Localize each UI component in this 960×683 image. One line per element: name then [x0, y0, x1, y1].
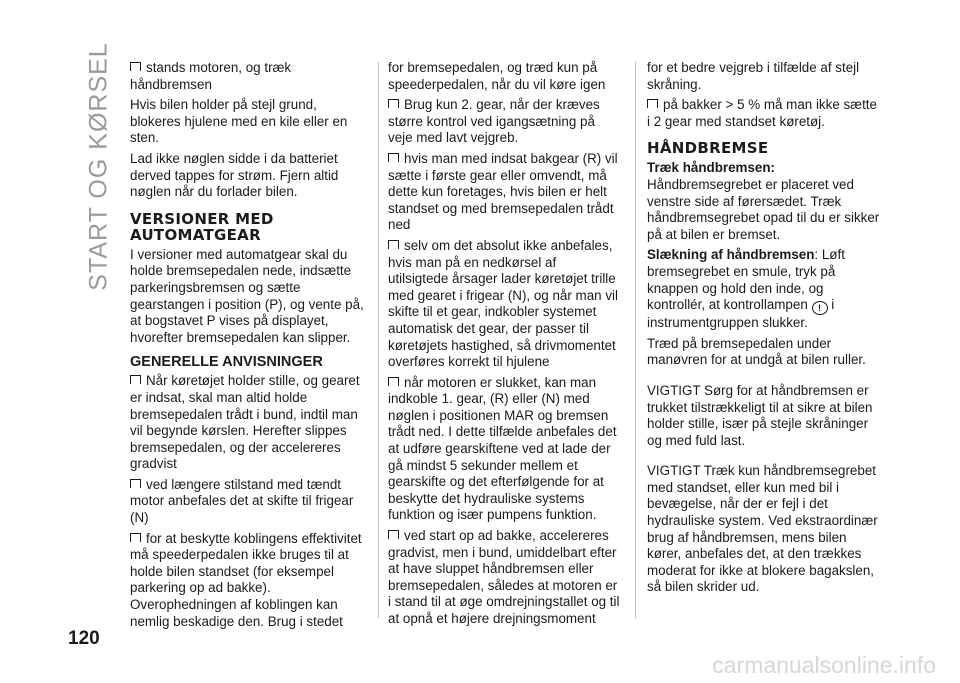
paragraph: for bremsepedalen, og træd kun på speederpedalen, når du vil køre igen: [388, 60, 606, 92]
bullet-item: [388, 528, 620, 628]
bullet-text: stands motoren, og træk håndbremsen: [130, 60, 292, 92]
release-text-b: i instrumentgruppen slukker.: [647, 297, 835, 331]
bullet-icon: [388, 240, 399, 249]
bullet-item: [388, 238, 620, 371]
column-divider: [378, 62, 379, 618]
warning-paragraph: VIGTIGT Sørg for at håndbremsen er trukket tilstrækkeligt til at sikre at bilen holder stille, især på stejle skråninger og med fuld last.: [647, 382, 873, 448]
paragraph: Hvis bilen holder på stejl grund, blokeres hjulene med en kile eller en sten.: [130, 97, 348, 146]
paragraph: Lad ikke nøglen sidde i da batteriet derved tappes for strøm. Fjern altid nøglen når du forlader bilen.: [130, 150, 339, 200]
page-number: 120: [68, 628, 100, 649]
warning-paragraph: VIGTIGT Træk kun håndbremsegrebet med standset, eller kun med bil i bevægelse, når der er fejl i det hydrauliske system. Ved ekstraordinær brug af håndbremsen, mens bilen kører, anbefales det, at den trækkes moderat for ikke at blokere bagakslen, så bilen skrider ud.: [647, 463, 878, 595]
paragraph: I versioner med automatgear skal du holde bremsepedalen nede, indsætte parkeringsbremsen og sætte gearstangen i position (P), og vente på, at bogstavet P vises på displayet, hvorefter bremsepedalen kan slipper.: [130, 246, 364, 345]
heading-general: GENERELLE ANVISNINGER: [130, 354, 323, 371]
bullet-icon: [388, 99, 399, 108]
bullet-icon: [647, 99, 658, 108]
bullet-item: [130, 477, 368, 527]
brake-warning-lamp-icon: !: [812, 301, 828, 315]
column-divider: [635, 62, 636, 618]
heading-handbrake: HÅNDBREMSE: [647, 139, 769, 158]
bullet-icon: [130, 375, 141, 384]
bullet-item: [130, 373, 368, 473]
bullet-text: Brug kun 2. gear, når der kræves større kontrol ved igangsætning på veje med lavt vejgreb.: [388, 97, 600, 146]
bullet-text: på bakker > 5 % må man ikke sætte i 2 gear med standset køretøj.: [647, 97, 877, 129]
section-title-text: START OG KØRSEL: [84, 41, 113, 291]
column-2: [388, 60, 620, 632]
bullet-text: Når køretøjet holder stille, og gearet er indsat, skal man altid holde bremsepedalen trådt i bund, indtil man vil begynde kørslen. Herefter slippes bremsepedalen, og der accelereres gradvist: [130, 373, 360, 472]
bullet-icon: [130, 62, 141, 71]
bullet-icon: [130, 479, 141, 488]
bullet-item: [388, 151, 620, 234]
release-text-a: : Løft bremsegrebet en smule, tryk på knappen og hold den inde, og kontrollér, at kontrollampen: [647, 247, 845, 313]
bullet-icon: [130, 533, 141, 542]
bullet-icon: [388, 530, 399, 539]
bullet-item: [130, 60, 368, 93]
section-title: [84, 41, 114, 291]
paragraph: Håndbremsegrebet er placeret ved venstre side af førersædet. Træk håndbremsegrebet opad til du er sikker på at bilen er bremset.: [647, 176, 880, 242]
watermark: carmanualsonline.info: [712, 652, 936, 678]
column-3: [647, 60, 883, 600]
bullet-item: [388, 97, 620, 147]
paragraph-release: [647, 247, 883, 331]
bullet-text: ved start op ad bakke, accelereres gradvist, men i bund, umiddelbart efter at have sluppet håndbremsen eller bremsepedalen, således at motoren er i stand til at øge omdrejningstallet og til at opnå et højere drejningsmoment: [388, 528, 620, 626]
column-1: [130, 60, 368, 634]
heading-automatic: VERSIONER MED AUTOMATGEAR: [130, 209, 274, 244]
bullet-text: når motoren er slukket, kan man indkoble 1. gear, (R) eller (N) med nøglen i positionen MAR og bremsen trådt ned. I dette tilfælde anbefales det at udføre gearskiftene ved at lade der gå mindst 5 sekunder mellem et gearskifte og det efterfølgende for at beskytte det hydrauliske systems funktion og især pumpens funktion.: [388, 374, 617, 523]
bullet-text: hvis man med indsat bakgear (R) vil sætte i første gear eller omvendt, må dette kun foretages, hvis bilen er helt standset og med bremsepedalen trådt ned: [388, 150, 618, 233]
bullet-item: [388, 375, 620, 524]
bullet-text: ved længere stilstand med tændt motor anbefales det at skifte til frigear (N): [130, 476, 354, 526]
paragraph: Træd på bremsepedalen under manøvren for at undgå at bilen ruller.: [647, 335, 866, 368]
bullet-icon: [388, 153, 399, 162]
paragraph: for et bedre vejgreb i tilfælde af stejl skråning.: [647, 60, 860, 92]
bullet-icon: [388, 377, 399, 386]
bullet-item: [130, 531, 368, 631]
bullet-text: for at beskytte koblingens effektivitet må speederpedalen ikke bruges til at holde bilen standset (for eksempel parkering op ad bakke). Overophedningen af koblingen kan nemlig beskadige den. Brug i stedet: [130, 530, 362, 629]
release-lead: Slækning af håndbremsen: [647, 247, 815, 263]
bullet-text: selv om det absolut ikke anbefales, hvis man på en nedkørsel af utilsigtede årsager lader køretøjet trille med gearet i frigear (N), og når man vil skifte til et gear, indkobler systemet automatisk det gear, der passer til køretøjets hastighed, så drivmomentet overføres korrekt til hjulene: [388, 237, 618, 370]
subheading-pull: Træk håndbremsen:: [647, 160, 775, 176]
bullet-item: [647, 97, 883, 130]
